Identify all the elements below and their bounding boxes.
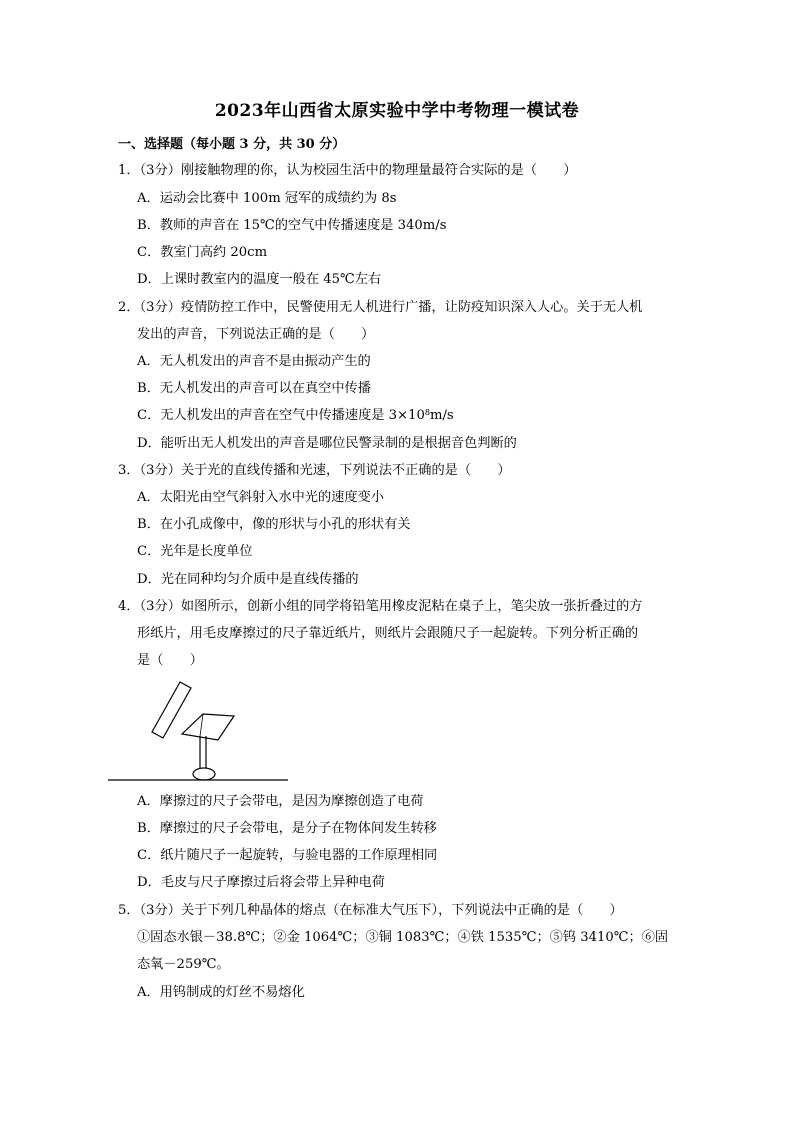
question-1-option-a: A．运动会比赛中 100m 冠军的成绩约为 8s <box>137 191 397 206</box>
question-2-option-b: B．无人机发出的声音可以在真空中传播 <box>137 381 371 396</box>
question-2-option-a: A．无人机发出的声音不是由振动产生的 <box>137 354 371 369</box>
question-2-option-c-text: C．无人机发出的声音在空气中传播速度是 3×10 <box>137 408 425 423</box>
question-3-stem: 3．（3分）关于光的直线传播和光速，下列说法不正确的是（ ） <box>118 463 511 478</box>
question-5-stem-line-3: 态氧－259℃。 <box>137 957 230 972</box>
question-2-option-c-unit: m/s <box>429 408 454 423</box>
question-3-option-b: B．在小孔成像中，像的形状与小孔的形状有关 <box>137 517 411 532</box>
question-4-option-c: C．纸片随尺子一起旋转，与验电器的工作原理相同 <box>137 848 438 863</box>
folded-paper-illustration <box>182 714 234 740</box>
question-3-option-a: A．太阳光由空气斜射入水中光的速度变小 <box>137 490 384 505</box>
question-5-stem-line-1: 5．（3分）关于下列几种晶体的熔点（在标准大气压下），下列说法中正确的是（ ） <box>118 903 623 918</box>
experiment-figure <box>108 678 298 788</box>
plasticine-illustration <box>193 768 215 780</box>
question-2-stem-line-2: 发出的声音，下列说法正确的是（ ） <box>137 327 375 342</box>
question-4-option-b: B．摩擦过的尺子会带电，是分子在物体间发生转移 <box>137 821 437 836</box>
question-4-stem-line-1: 4．（3分）如图所示，创新小组的同学将铅笔用橡皮泥粘在桌子上，笔尖放一张折叠过的方 <box>118 599 643 614</box>
question-3-option-c: C．光年是长度单位 <box>137 544 253 559</box>
question-2-option-c <box>137 407 454 425</box>
question-2-stem-line-1: 2．（3分）疫情防控工作中，民警使用无人机进行广播，让防疫知识深入人心。关于无人机 <box>118 300 643 315</box>
question-2-option-c-exponent: 8 <box>424 408 430 417</box>
question-3-option-d: D．光在同种均匀介质中是直线传播的 <box>137 572 359 587</box>
page-title: 2023年山西省太原实验中学中考物理一模试卷 <box>214 101 580 121</box>
question-2-option-d: D．能听出无人机发出的声音是哪位民警录制的是根据音色判断的 <box>137 436 517 451</box>
question-4-stem-line-2: 形纸片，用毛皮摩擦过的尺子靠近纸片，则纸片会跟随尺子一起旋转。下列分析正确的 <box>137 626 639 641</box>
question-5-stem-line-2: ①固态水银－38.8℃；②金 1064℃；③铜 1083℃；④铁 1535℃；⑤钨 3410℃；⑥固 <box>137 930 669 945</box>
question-1-option-b: B．教师的声音在 15℃的空气中传播速度是 340m/s <box>137 218 447 233</box>
ruler-illustration <box>152 682 191 738</box>
section-heading: 一、选择题（每小题 3 分，共 30 分） <box>118 137 346 152</box>
question-1-option-c: C．教室门高约 20cm <box>137 245 268 260</box>
question-4-option-d: D．毛皮与尺子摩擦过后将会带上异种电荷 <box>137 875 385 890</box>
question-5-option-a: A．用钨制成的灯丝不易熔化 <box>137 985 305 1000</box>
question-4-stem-line-3: 是（ ） <box>137 653 203 668</box>
question-1-stem: 1．（3分）刚接触物理的你，认为校园生活中的物理量最符合实际的是（ ） <box>118 163 577 178</box>
question-4-option-a: A．摩擦过的尺子会带电，是因为摩擦创造了电荷 <box>137 794 424 809</box>
question-1-option-d: D．上课时教室内的温度一般在 45℃左右 <box>137 272 382 287</box>
